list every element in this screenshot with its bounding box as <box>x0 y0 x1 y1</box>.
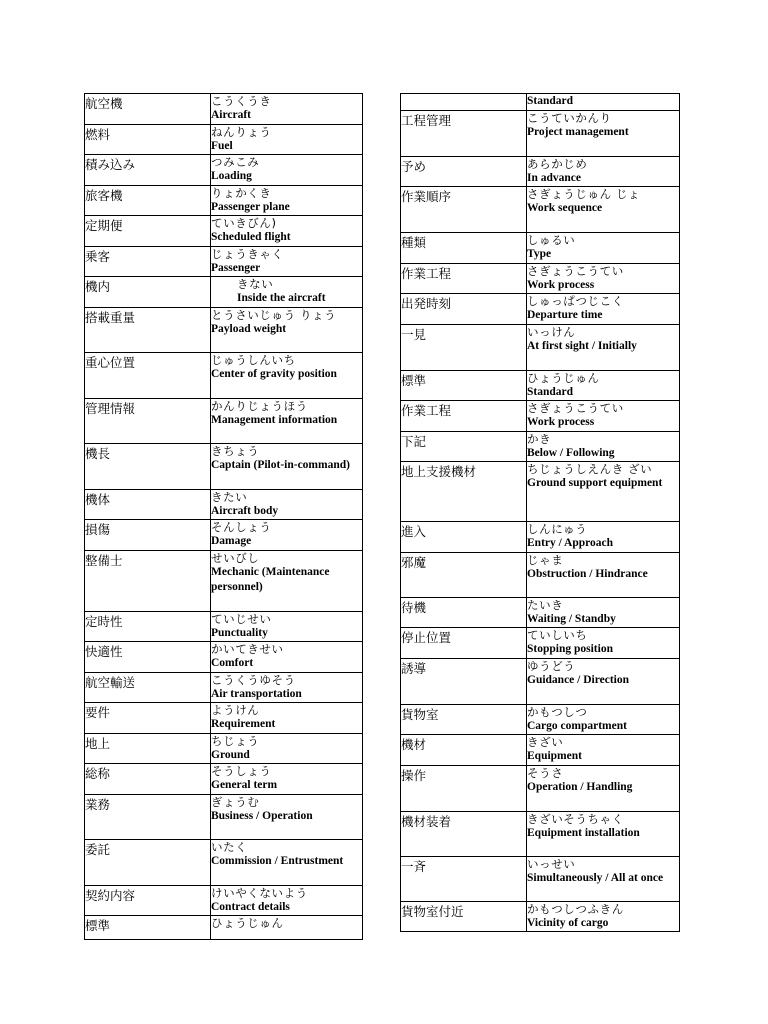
vocab-row <box>401 765 680 811</box>
vocab-reading: きざいそうちゃく <box>527 811 624 826</box>
vocab-reading: しんにゅう <box>527 522 588 536</box>
vocab-reading: あらかじめ <box>527 156 588 171</box>
vocab-gloss-cell <box>211 246 363 277</box>
vocab-english: General term <box>211 779 278 791</box>
vocab-row <box>401 94 680 111</box>
vocab-term: 標準 <box>401 370 527 401</box>
vocab-gloss-cell <box>211 916 363 940</box>
vocab-term: 旅客機 <box>85 185 211 216</box>
vocab-reading: こうくうき <box>211 94 272 108</box>
vocab-row <box>85 246 363 277</box>
vocab-reading: そうさ <box>527 765 564 780</box>
vocab-reading: さぎょうこうてい <box>527 401 624 415</box>
vocab-english: Comfort <box>211 657 254 669</box>
vocab-row <box>85 611 363 642</box>
vocab-reading: きちょう <box>211 443 260 458</box>
vocab-row <box>401 156 680 187</box>
vocab-gloss-cell <box>527 901 680 932</box>
vocab-gloss-cell <box>527 324 680 370</box>
vocab-row <box>401 294 680 325</box>
vocab-term: 予め <box>401 156 527 187</box>
vocab-gloss-cell <box>211 94 363 125</box>
vocab-english: Scheduled flight <box>211 231 291 243</box>
vocab-term: 作業工程 <box>401 401 527 432</box>
vocab-gloss-cell <box>211 443 363 489</box>
vocab-english: Ground <box>211 748 250 761</box>
vocab-row <box>85 733 363 764</box>
vocab-english: Captain (Pilot-in-command) <box>211 458 350 471</box>
vocab-term: 重心位置 <box>85 352 211 398</box>
vocab-term: 定期便 <box>85 216 211 247</box>
vocab-gloss-cell <box>211 794 363 839</box>
vocab-reading: そんしょう <box>211 520 272 534</box>
vocab-row <box>401 735 680 766</box>
vocab-english: Type <box>527 248 552 260</box>
vocab-term: 誘導 <box>401 658 527 704</box>
vocab-english: Payload weight <box>211 322 287 335</box>
vocab-reading: そうしょう <box>211 764 272 778</box>
vocab-gloss-cell <box>527 552 680 597</box>
vocab-term: 一斉 <box>401 856 527 901</box>
vocab-row <box>85 352 363 398</box>
vocab-english: Equipment <box>527 750 582 762</box>
vocab-reading: じゅうしんいち <box>211 352 296 367</box>
vocab-gloss-cell <box>527 94 680 111</box>
vocab-row <box>85 550 363 611</box>
vocab-reading: とうさいじゅう りょう <box>211 307 337 322</box>
vocab-reading: ちじょうしえんき ざい <box>527 462 653 476</box>
vocab-reading: ゆうどう <box>527 658 576 673</box>
vocab-row <box>85 885 363 916</box>
vocab-term: 総称 <box>85 764 211 795</box>
vocab-gloss-cell <box>527 370 680 401</box>
vocab-term: 作業工程 <box>401 263 527 294</box>
vocab-reading: かもつしつふきん <box>527 901 624 916</box>
vocab-row <box>85 216 363 247</box>
vocab-reading: りょかくき <box>211 185 272 200</box>
vocab-term: 邪魔 <box>401 552 527 597</box>
vocab-gloss-cell <box>527 811 680 856</box>
vocab-english: Punctuality <box>211 626 268 639</box>
vocab-gloss-cell <box>211 703 363 734</box>
vocab-gloss-cell <box>527 462 680 522</box>
vocab-reading: こうていかんり <box>527 110 612 125</box>
vocab-term: 進入 <box>401 522 527 553</box>
vocab-gloss-cell <box>527 735 680 766</box>
vocab-row <box>85 307 363 352</box>
vocab-english: Management information <box>211 413 338 426</box>
vocab-english: Waiting / Standby <box>527 612 616 625</box>
vocab-english: Work sequence <box>527 202 603 214</box>
vocab-row <box>85 277 363 308</box>
vocab-row <box>401 628 680 659</box>
vocab-reading: ていじせい <box>211 611 272 626</box>
vocab-row <box>401 704 680 735</box>
vocab-row <box>85 155 363 186</box>
vocab-term: 快適性 <box>85 642 211 673</box>
vocab-term: 地上支援機材 <box>401 462 527 522</box>
vocab-term: 契約内容 <box>85 885 211 916</box>
vocab-term: 機内 <box>85 277 211 308</box>
vocab-term: 下記 <box>401 431 527 462</box>
vocab-english: Cargo compartment <box>527 719 627 732</box>
vocab-row <box>85 489 363 520</box>
vocab-row <box>401 522 680 553</box>
vocab-term: 燃料 <box>85 124 211 155</box>
vocab-reading: ちじょう <box>211 733 260 748</box>
vocab-english: Obstruction / Hindrance <box>527 567 648 580</box>
vocab-gloss-cell <box>211 216 363 247</box>
vocab-row <box>401 263 680 294</box>
vocab-english: At first sight / Initially <box>527 339 637 352</box>
vocab-gloss-cell <box>211 642 363 673</box>
vocab-english: Inside the aircraft <box>237 292 326 304</box>
vocab-english: Requirement <box>211 718 276 730</box>
vocab-reading: かもつしつ <box>527 704 588 719</box>
vocab-row <box>85 185 363 216</box>
vocab-reading: けいやくないよう <box>211 885 308 900</box>
vocab-gloss-cell <box>527 401 680 432</box>
vocab-term: 航空輸送 <box>85 672 211 703</box>
vocab-row <box>85 839 363 885</box>
vocab-reading: ひょうじゅん <box>527 370 600 385</box>
vocab-reading: かき <box>527 431 552 446</box>
vocab-gloss-cell <box>211 733 363 764</box>
vocab-english: Aircraft <box>211 109 252 121</box>
vocab-row <box>401 110 680 156</box>
right-vocab-table <box>400 93 680 932</box>
vocab-english: Standard <box>527 385 574 398</box>
vocab-english: Operation / Handling <box>527 780 633 793</box>
vocab-english: Ground support equipment <box>527 477 663 489</box>
vocab-term: 待機 <box>401 597 527 628</box>
vocab-english: Standard <box>527 95 574 107</box>
vocab-english: Stopping position <box>527 643 613 655</box>
vocab-row <box>401 187 680 233</box>
vocab-english: Loading <box>211 170 252 182</box>
vocab-gloss-cell <box>211 550 363 611</box>
vocab-gloss-cell <box>527 522 680 553</box>
vocab-term: 工程管理 <box>401 110 527 156</box>
vocab-term: 機長 <box>85 443 211 489</box>
vocab-reading: きない <box>237 277 274 291</box>
vocab-reading: こうくうゆそう <box>211 672 296 687</box>
vocab-reading: つみこみ <box>211 155 260 169</box>
vocab-english: Fuel <box>211 139 233 152</box>
vocab-gloss-cell <box>211 155 363 186</box>
vocab-gloss-cell <box>527 294 680 325</box>
vocab-term: 搭載重量 <box>85 307 211 352</box>
vocab-term: 貨物室 <box>401 704 527 735</box>
vocab-english: Entry / Approach <box>527 537 614 549</box>
vocab-reading: しゅっぱつじこく <box>527 294 624 308</box>
vocab-row <box>85 398 363 443</box>
vocab-row <box>85 703 363 734</box>
vocab-term: 機材装着 <box>401 811 527 856</box>
vocab-gloss-cell <box>211 124 363 155</box>
vocab-gloss-cell <box>211 839 363 885</box>
vocab-english: Damage <box>211 535 252 547</box>
vocab-gloss-cell <box>211 307 363 352</box>
vocab-gloss-cell <box>211 764 363 795</box>
vocab-gloss-cell <box>527 704 680 735</box>
vocab-row <box>401 856 680 901</box>
vocab-term: 出発時刻 <box>401 294 527 325</box>
vocab-reading: じょうきゃく <box>211 246 284 261</box>
vocab-english: Below / Following <box>527 446 615 459</box>
vocab-gloss-cell <box>211 672 363 703</box>
vocab-term: 機体 <box>85 489 211 520</box>
vocab-english: Simultaneously / All at once <box>527 871 664 884</box>
vocab-english: Center of gravity position <box>211 367 337 380</box>
vocab-row <box>85 794 363 839</box>
vocab-reading: きざい <box>527 735 564 749</box>
vocab-gloss-cell <box>527 765 680 811</box>
vocab-gloss-cell <box>527 156 680 187</box>
vocab-reading: せいびし <box>211 550 260 565</box>
vocab-english: Work process <box>527 416 595 428</box>
vocab-gloss-cell <box>527 431 680 462</box>
vocab-row <box>401 401 680 432</box>
vocab-reading: じゃま <box>527 552 564 567</box>
vocab-term: 機材 <box>401 735 527 766</box>
vocab-reading: ていきびん) <box>211 216 277 230</box>
vocab-row <box>85 642 363 673</box>
vocab-term: 要件 <box>85 703 211 734</box>
left-vocab-table <box>84 93 363 940</box>
vocab-term: 一見 <box>401 324 527 370</box>
vocab-term <box>401 94 527 111</box>
vocab-gloss-cell <box>527 263 680 294</box>
vocab-gloss-cell <box>211 520 363 551</box>
vocab-row <box>401 597 680 628</box>
vocab-reading: さぎょうじゅん じょ <box>527 187 641 201</box>
vocab-gloss-cell <box>211 277 363 308</box>
vocab-term: 種類 <box>401 233 527 264</box>
vocab-row <box>401 431 680 462</box>
vocab-term: 整備士 <box>85 550 211 611</box>
vocab-reading: ねんりょう <box>211 124 272 139</box>
vocab-row <box>401 658 680 704</box>
vocab-reading: きたい <box>211 489 248 504</box>
vocab-reading: さぎょうこうてい <box>527 263 624 278</box>
vocab-row <box>85 520 363 551</box>
vocab-english: Departure time <box>527 309 603 321</box>
right-vocab-table-body <box>401 94 680 932</box>
vocab-gloss-cell <box>211 489 363 520</box>
vocab-english: Contract details <box>211 900 290 913</box>
vocab-reading: ていしいち <box>527 628 588 642</box>
vocab-gloss-cell <box>211 185 363 216</box>
vocab-english: Project management <box>527 125 629 138</box>
vocab-reading: たいき <box>527 597 564 612</box>
vocab-row <box>85 764 363 795</box>
vocab-term: 乗客 <box>85 246 211 277</box>
vocab-gloss-cell <box>527 628 680 659</box>
vocab-gloss-cell <box>527 658 680 704</box>
vocab-english: Guidance / Direction <box>527 673 630 686</box>
vocab-row <box>85 94 363 125</box>
vocab-gloss-cell <box>211 352 363 398</box>
vocab-row <box>401 811 680 856</box>
vocab-term: 積み込み <box>85 155 211 186</box>
vocab-gloss-cell <box>211 611 363 642</box>
vocab-row <box>85 916 363 940</box>
vocab-english: Aircraft body <box>211 504 279 517</box>
vocab-row <box>85 124 363 155</box>
vocab-reading: いっけん <box>527 324 576 339</box>
vocab-gloss-cell <box>527 233 680 264</box>
vocab-reading: ひょうじゅん <box>211 916 284 930</box>
vocab-term: 作業順序 <box>401 187 527 233</box>
vocab-term: 業務 <box>85 794 211 839</box>
vocab-english: Vicinity of cargo <box>527 916 609 929</box>
vocab-gloss-cell <box>527 856 680 901</box>
vocab-row <box>401 462 680 522</box>
vocab-gloss-cell <box>211 398 363 443</box>
vocab-reading: かんりじょうほう <box>211 398 308 413</box>
vocab-gloss-cell <box>527 597 680 628</box>
vocab-english: In advance <box>527 171 581 184</box>
vocab-english: Passenger plane <box>211 200 290 213</box>
vocab-row <box>85 443 363 489</box>
vocab-row <box>401 370 680 401</box>
vocab-english: Passenger <box>211 261 261 274</box>
left-vocab-table-body <box>85 94 363 940</box>
vocab-reading: しゅるい <box>527 233 576 247</box>
vocab-reading: いっせい <box>527 856 576 871</box>
vocab-row <box>401 901 680 932</box>
vocab-gloss-cell <box>527 187 680 233</box>
vocab-reading: ぎょうむ <box>211 794 260 809</box>
vocab-term: 定時性 <box>85 611 211 642</box>
vocab-english: Work process <box>527 278 595 291</box>
vocab-term: 委託 <box>85 839 211 885</box>
vocab-term: 標準 <box>85 916 211 940</box>
vocab-reading: かいてきせい <box>211 642 284 656</box>
vocab-reading: いたく <box>211 839 248 854</box>
vocab-reading: ようけん <box>211 703 260 717</box>
vocab-term: 航空機 <box>85 94 211 125</box>
vocab-row <box>401 233 680 264</box>
vocab-term: 操作 <box>401 765 527 811</box>
vocab-english: Business / Operation <box>211 809 313 822</box>
vocab-term: 貨物室付近 <box>401 901 527 932</box>
vocab-row <box>401 324 680 370</box>
vocab-gloss-cell <box>211 885 363 916</box>
vocab-english: Commission / Entrustment <box>211 854 344 867</box>
vocab-term: 地上 <box>85 733 211 764</box>
vocab-english: Air transportation <box>211 687 302 700</box>
vocab-row <box>401 552 680 597</box>
vocab-english: Equipment installation <box>527 826 640 839</box>
vocab-term: 損傷 <box>85 520 211 551</box>
vocab-term: 停止位置 <box>401 628 527 659</box>
vocab-english: Mechanic (Maintenance personnel) <box>211 565 330 593</box>
vocab-row <box>85 672 363 703</box>
vocab-gloss-cell <box>527 110 680 156</box>
vocab-term: 管理情報 <box>85 398 211 443</box>
